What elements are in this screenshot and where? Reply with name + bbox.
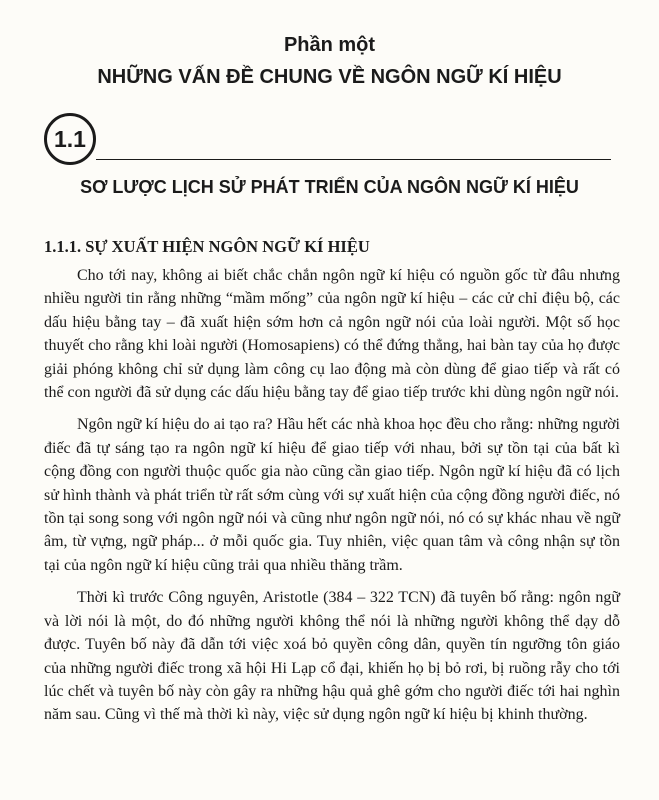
- section-rule: [96, 159, 611, 160]
- section-title: SƠ LƯỢC LỊCH SỬ PHÁT TRIỂN CỦA NGÔN NGỮ KÍ HIỆU: [80, 177, 579, 197]
- section-number-badge: [44, 113, 96, 165]
- paragraph-1: Cho tới nay, không ai biết chắc chắn ngôn ngữ kí hiệu có nguồn gốc từ đâu nhưng nhiều người tin rằng những “mầm mống” của ngôn ngữ kí hiệu – các cử chỉ điệu bộ, các dấu hiệu bằng tay – đã xuất hiện sớm hơn cả ngôn ngữ nói của loài người. Một số học thuyết cho rằng khi loài người (Homosapiens) có thể đứng thẳng, hai bàn tay của họ được giải phóng không chỉ sử dụng làm công cụ lao động mà còn dùng để giao tiếp và rất có thể con người đã sử dụng các dấu hiệu bằng tay để giao tiếp trước khi dùng ngôn ngữ nói.: [44, 267, 620, 402]
- part-title: NHỮNG VẤN ĐỀ CHUNG VỀ NGÔN NGỮ KÍ HIỆU: [97, 66, 562, 88]
- section-number: 1.1: [54, 125, 86, 152]
- paragraph-3: Thời kì trước Công nguyên, Aristotle (384 – 322 TCN) đã tuyên bố rằng: ngôn ngữ và lời nói là một, do đó những người không thể nói là những người không thể dạy dỗ được. Tuyên bố này đã dẫn tới việc xoá bỏ quyền công dân, quyền tín ngưỡng tôn giáo của những người điếc trong xã hội Hi Lạp cổ đại, khiến họ bị bỏ rơi, bị ruồng rẫy cho tới lúc chết và tuyên bố này còn gây ra những hậu quả ghê gớm cho người điếc tới hai nghìn năm sau. Cũng vì thế mà thời kì này, việc sử dụng ngôn ngữ kí hiệu bị khinh thường.: [44, 589, 620, 724]
- subsection-heading: 1.1.1. SỰ XUẤT HIỆN NGÔN NGỮ KÍ HIỆU: [44, 237, 370, 256]
- body-text: [44, 264, 620, 736]
- part-label: Phần một: [283, 34, 376, 56]
- paragraph-2: Ngôn ngữ kí hiệu do ai tạo ra? Hầu hết các nhà khoa học đều cho rằng: những người điếc đã tự sáng tạo ra ngôn ngữ kí hiệu để giao tiếp với nhau, bởi sự tồn tại của bất kì cộng đồng con người thuộc quốc gia nào cũng cần giao tiếp. Ngôn ngữ kí hiệu đã có lịch sử hình thành và phát triển từ rất sớm cùng với sự xuất hiện của cộng đồng người điếc, nó tồn tại song song với ngôn ngữ nói và cũng như ngôn ngữ nói, nó có sự khác nhau về ngữ âm, từ vựng, ngữ pháp... ở mỗi quốc gia. Tuy nhiên, việc quan tâm và công nhận sự tồn tại của ngôn ngữ kí hiệu cũng trải qua nhiều thăng trầm.: [44, 416, 620, 574]
